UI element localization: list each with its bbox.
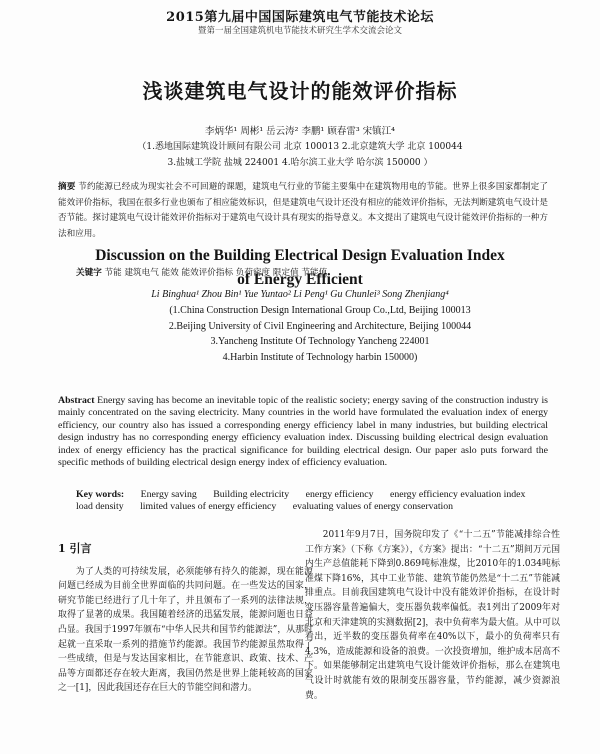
right-paragraph: 2011年9月7日，国务院印发了《“十二五”节能减排综合性工作方案》（下称《方案》），《方案》提出：“十二五”期间万元国内生产总值能耗下降到0.869吨标准煤，比2010年的1.034吨标准煤下降16%，其中工业节能、建筑节能仍然是“十二五”节能减排重点。目前我国建筑电气设计中没有能效评价指标，在设计时变压器容量普遍偏大，变压器负载率偏低。表1列出了2009年对北京和天津建筑的实测数据[2]，表中负荷率为最大值。从中可以看出，近半数的变压器负荷率在40%以下，最小的负荷率只有4.3%，造成能源和设备的浪费。一次投资增加，维护成本居高不下。如果能够制定出建筑电气设计能效评价指标，那么在建筑电气设计时就能有效的限制变压器容量，节约能源，减少资源浪费。	[305, 530, 560, 701]
keywords-en	[76, 489, 546, 514]
abstract-en-label: Abstract	[58, 395, 95, 406]
affiliations-cn	[0, 139, 600, 171]
affiliation-en-line: (1.China Construction Design International Group Co.,Ltd, Beijing 100013	[169, 305, 471, 316]
conference-subtitle: 暨第一届全国建筑机电节能技术研究生学术交流会论文	[197, 26, 402, 36]
keyword-item: evaluating values of energy conservation	[292, 501, 454, 513]
authors-cn: 李炳华¹ 周彬¹ 岳云涛² 李鹏¹ 顾春雷³ 宋镇江⁴	[205, 126, 395, 137]
keyword-item: energy efficiency	[305, 489, 374, 500]
intro-paragraph: 为了人类的可持续发展，必须能够有持久的能源，现在能源问题已经成为目前全世界面临的共同问题。在一些发达的国家，研究节能已经进行了几十年了，并且颁布了一系列的法律法规，取得了显著的成果。我国随着经济的迅猛发展，能源问题也日益凸显。我国于1997年颁布“中华人民共和国节约能源法”，从那时起就一直采取一系列的措施节约能源。我国节约能源虽然取得了一些成绩，但是与发达国家相比，在节能意识、政策、技术、产品等方面都还存在较大距离，我国仍然是世界上能耗较高的国家之一[1]，因此我国还存在巨大的节能空间和潜力。	[58, 566, 313, 694]
keyword-item: energy efficiency evaluation index	[389, 489, 526, 500]
conference-title: 2015第九届中国国际建筑电气节能技术论坛	[166, 10, 434, 25]
paper-title-cn: 浅谈建筑电气设计的能效评价指标	[142, 79, 458, 103]
abstract-en-text: Energy saving has become an inevitable topic of the realistic society; energy saving of the construction industry is mainly concentrated on the saving electricity. Many countries in the world have formulated the evaluation index of energy efficiency, our country also has issued a corresponding energy efficiency label in many industries, but building electrical design industry has no corresponding energy efficiency evaluation index. Discussing building electrical design evaluation index of energy efficiency has the practical significance for building electrical design. Our paper aslo puts forward the specific methods of building electrical design energy index of efficiency evaluation.	[58, 395, 548, 469]
paper-title-en-text: Discussion on the Building Electrical Design Evaluation Index of Energy Efficient	[95, 247, 505, 288]
affiliation-en-line: 2.Beijing University of Civil Engineering and Architecture, Beijing 100044	[168, 320, 472, 332]
keywords-cn-text: 节能 建筑电气 能效 能效评价指标 负荷密度 限定值 节能值	[104, 268, 328, 278]
abstract-cn	[58, 180, 548, 242]
affiliation-cn-line: 3.盐城工学院 盐城 224001 4.哈尔滨工业大学 哈尔滨 150000 ）	[167, 158, 433, 168]
affiliation-cn-line: （1.悉地国际建筑设计顾问有限公司 北京 100013 2.北京建筑大学 北京 100044	[137, 142, 463, 152]
abstract-en	[58, 395, 548, 469]
affiliation-en-line: 4.Harbin Institute of Technology harbin 150000)	[222, 351, 418, 363]
authors-en: Li Binghua¹ Zhou Bin¹ Yue Yuntao² Li Peng¹ Gu Chunlei³ Song Zhenjiang⁴	[151, 289, 449, 300]
keyword-item: Energy saving	[140, 489, 197, 500]
abstract-cn-text: 节约能源已经成为现实社会不可回避的课题，建筑电气行业的节能主要集中在建筑物用电的节能。世界上很多国家都制定了能效评价指标，我国在很多行业也颁布了相应能效标识，但是建筑电气设计还没有相应的能效评价指标，无法判断建筑电气设计是否节能。探讨建筑电气设计能效评价指标对于建筑电气设计具有现实的指导意义。本文提出了建筑电气设计能效评价指标的一种方法和应用。	[58, 182, 548, 239]
left-column	[58, 520, 313, 696]
keywords-en-label: Key words:	[76, 489, 125, 500]
abstract-cn-label: 摘要	[58, 182, 76, 192]
keyword-item: load density	[76, 501, 124, 513]
paper-title-en	[0, 244, 600, 292]
keywords-cn-label: 关键字	[76, 268, 102, 278]
keyword-item: Building electricity	[213, 489, 290, 500]
right-column	[305, 528, 560, 703]
affiliations-en	[0, 303, 600, 365]
section-heading: 1 引言	[58, 542, 92, 555]
keyword-item: limited values of energy efficiency	[140, 501, 277, 513]
affiliation-en-line: 3.Yancheng Institute Of Technology Yancheng 224001	[210, 336, 430, 347]
